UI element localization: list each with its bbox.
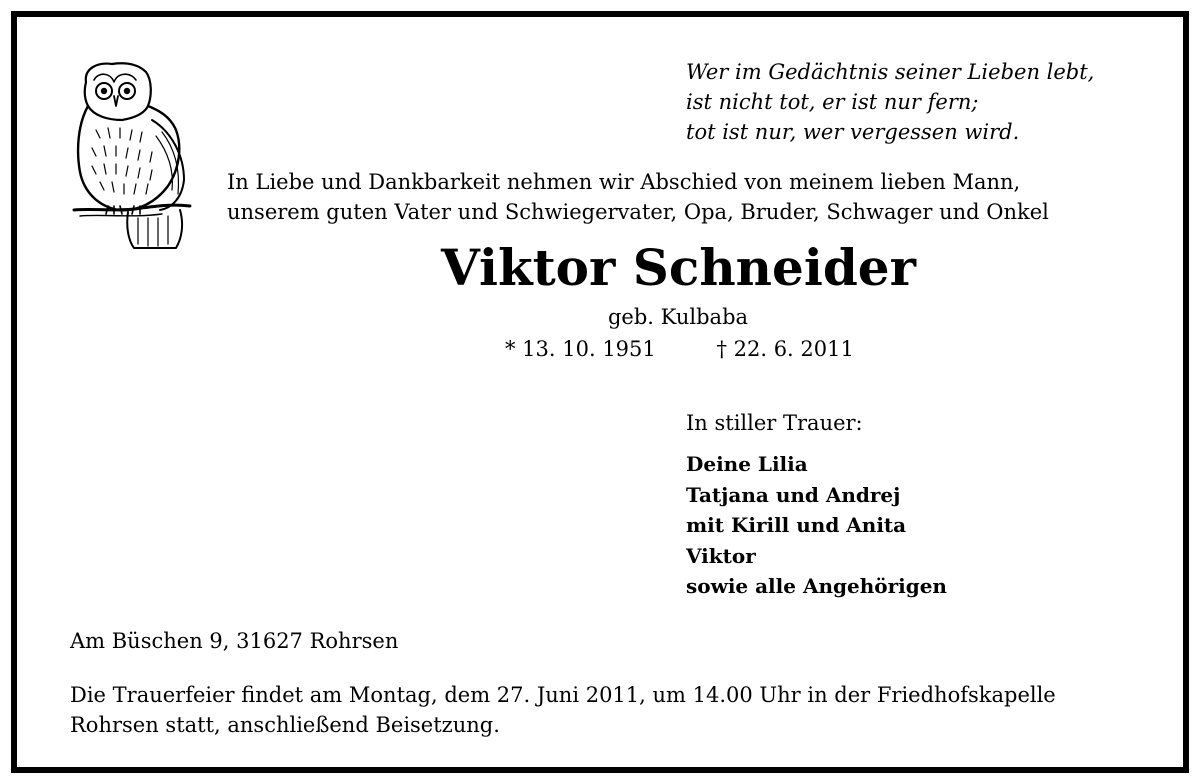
poem-line: tot ist nur, wer vergessen wird.: [686, 120, 1020, 144]
life-dates: [505, 334, 854, 364]
mourner-name: Deine Lilia: [686, 452, 808, 476]
poem-line: Wer im Gedächtnis seiner Lieben lebt,: [686, 60, 1095, 84]
memorial-poem: [686, 57, 1094, 147]
poem-line: ist nicht tot, er ist nur fern;: [686, 90, 979, 114]
intro-line: In Liebe und Dankbarkeit nehmen wir Abschied von meinem lieben Mann,: [227, 170, 1021, 194]
mourner-name: Tatjana und Andrej: [686, 482, 901, 507]
birth-date: * 13. 10. 1951: [505, 337, 656, 361]
deceased-name: Viktor Schneider: [441, 238, 916, 297]
funeral-line: Rohrsen statt, anschließend Beisetzung.: [70, 713, 500, 737]
death-date: † 22. 6. 2011: [716, 337, 854, 361]
family-address: Am Büschen 9, 31627 Rohrsen: [70, 629, 399, 653]
mourner-name: Viktor: [686, 543, 756, 568]
mourning-intro: In stiller Trauer:: [686, 411, 863, 435]
intro-line: unserem guten Vater und Schwiegervater, Opa, Bruder, Schwager und Onkel: [227, 200, 1049, 224]
mourners-list: [686, 449, 947, 602]
farewell-intro: [227, 167, 1049, 227]
mourner-name: sowie alle Angehörigen: [686, 574, 947, 599]
owl-icon: [72, 60, 192, 252]
funeral-info: [70, 680, 1056, 740]
funeral-line: Die Trauerfeier findet am Montag, dem 27. Juni 2011, um 14.00 Uhr in der Friedhofskapelle: [70, 683, 1056, 707]
mourner-name: mit Kirill und Anita: [686, 513, 907, 538]
birth-name: geb. Kulbaba: [607, 305, 749, 329]
